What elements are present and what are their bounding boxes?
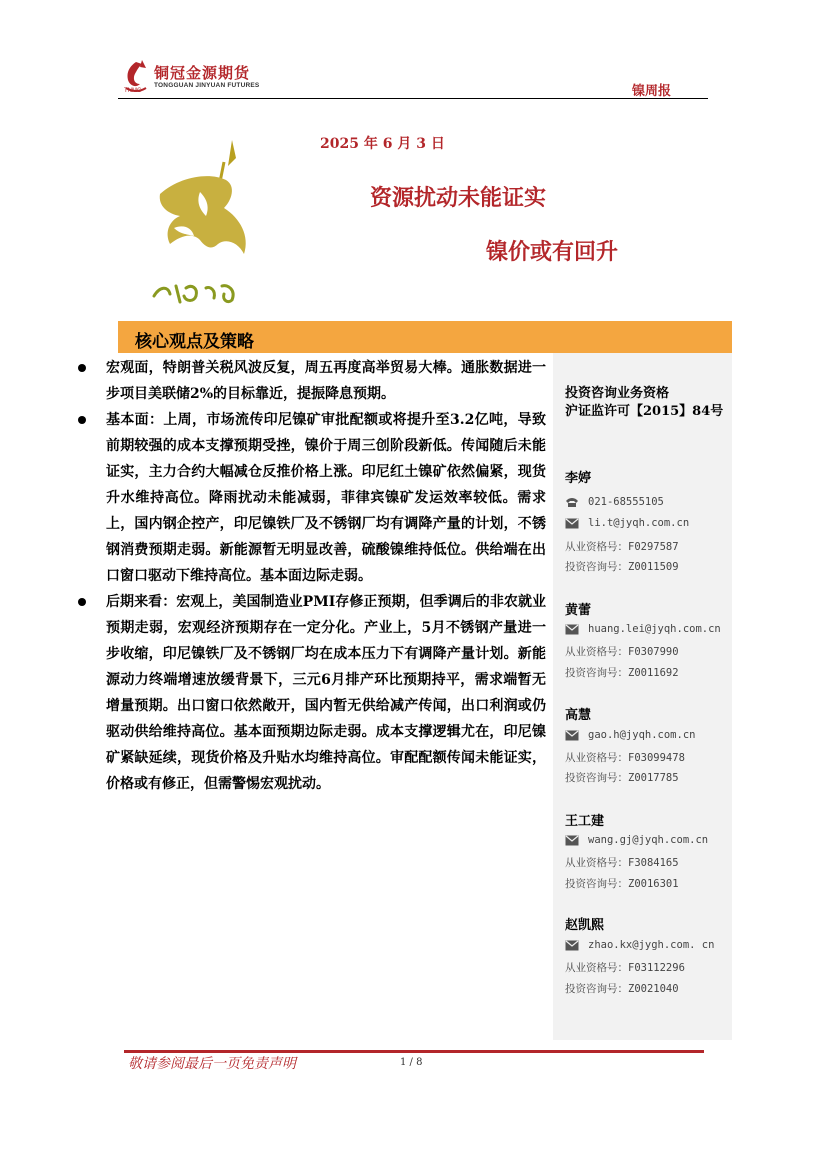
report-title-line-1: 资源扰动未能证实: [370, 185, 547, 211]
analyst-advisory: 投资咨询号：Z0021040: [565, 983, 679, 995]
key-points-list: [76, 355, 546, 797]
analyst-cert: 从业资格号：F03099478: [565, 752, 685, 764]
analyst-email[interactable]: huang.lei@jyqh.com.cn: [565, 623, 721, 635]
analyst-advisory: 投资咨询号：Z0016301: [565, 878, 679, 890]
analyst-cert: 从业资格号：F0307990: [565, 646, 679, 658]
analyst-advisory: 投资咨询号：Z0017785: [565, 772, 679, 784]
disclaimer-note: 敬请参阅最后一页免责声明: [128, 1056, 296, 1072]
analyst-email[interactable]: li.t@jyqh.com.cn: [565, 517, 689, 529]
section-title: 核心观点及策略: [135, 332, 254, 352]
report-title-line-2: 镍价或有回升: [486, 239, 619, 265]
analyst-name: 李婷: [565, 471, 592, 486]
bullet-icon: [78, 598, 86, 606]
list-item: [76, 589, 546, 797]
email-icon: [565, 624, 579, 635]
qualification-label: 投资咨询业务资格: [565, 386, 670, 401]
analyst-name: 黄蕾: [565, 603, 592, 618]
list-item: [76, 407, 546, 589]
analyst-email[interactable]: wang.gj@jyqh.com.cn: [565, 834, 708, 846]
bullet-icon: [78, 416, 86, 424]
analyst-phone: 021-68555105: [565, 496, 664, 508]
bullet-icon: [78, 364, 86, 372]
report-type: 镍周报: [632, 84, 672, 99]
bullet-text-macro: 宏观面，特朗普关税风波反复，周五再度高举贸易大棒。通胀数据进一步项目美联储2%的目标靠近，提振降息预期。: [106, 360, 546, 402]
analyst-cert: 从业资格号：F0297587: [565, 541, 679, 553]
analyst-advisory: 投资咨询号：Z0011509: [565, 561, 679, 573]
email-icon: [565, 730, 579, 741]
analyst-email[interactable]: zhao.kx@jygh.com. cn: [565, 939, 714, 951]
header-divider: [118, 98, 708, 99]
email-icon: [565, 835, 579, 846]
email-icon: [565, 518, 579, 529]
analyst-cert: 从业资格号：F03112296: [565, 962, 685, 974]
company-abbr: TNMG: [124, 88, 142, 94]
company-name-cn: 铜冠金源期货: [154, 64, 251, 82]
list-item: [76, 355, 546, 407]
analyst-sidebar: [553, 353, 732, 1040]
bullet-text-fundamentals: 基本面：上周，市场流传印尼镍矿审批配额或将提升至3.2亿吨，导致前期较强的成本支撑预期受挫，镍价于周三创阶段新低。传闻随后未能证实，主力合约大幅减仓反推价格上涨。印尼红土镍矿依然偏紧，现货升水维持高位。降雨扰动未能减弱，菲律宾镍矿发运效率较低。需求上，国内钢企控产，印尼镍铁厂及不锈钢厂均有调降产量的计划，不锈钢消费预期走弱。新能源暂无明显改善，硫酸镍维持低位。供给端在出口窗口驱动下维持高位。基本面边际走弱。: [106, 412, 546, 584]
bullet-text-outlook: 后期来看：宏观上，美国制造业PMI存修正预期，但季调后的非农就业预期走弱，宏观经济预期存在一定分化。产业上，5月不锈钢产量进一步收缩，印尼镍铁厂及不锈钢厂均在成本压力下有调降产量计划。新能源动力终端增速放缓背景下，三元6月排产环比预期持平，需求端暂无增量预期。出口窗口依然敞开，国内暂无供给减产传闻，出口利润或仍驱动供给维持高位。基本面预期边际走弱。成本支撑逻辑尤在，印尼镍矿紧缺延续，现货价格及升贴水均维持高位。审配配额传闻未能证实，价格或有修正，但需警惕宏观扰动。: [106, 594, 546, 792]
decorative-horse-artwork: [140, 136, 270, 311]
analyst-name: 高慧: [565, 708, 592, 723]
analyst-email[interactable]: gao.h@jyqh.com.cn: [565, 729, 695, 741]
analyst-cert: 从业资格号：F3084165: [565, 857, 679, 869]
report-date: 2025 年 6 月 3 日: [320, 136, 445, 152]
page-number: 1 / 8: [400, 1057, 423, 1068]
license-number: 沪证监许可【2015】84号: [565, 404, 724, 419]
analyst-name: 赵凯熙: [565, 918, 605, 933]
phone-icon: [565, 497, 579, 508]
analyst-name: 王工建: [565, 814, 605, 829]
company-name-en: TONGGUAN JINYUAN FUTURES: [154, 82, 260, 89]
analyst-advisory: 投资咨询号：Z0011692: [565, 667, 679, 679]
email-icon: [565, 940, 579, 951]
